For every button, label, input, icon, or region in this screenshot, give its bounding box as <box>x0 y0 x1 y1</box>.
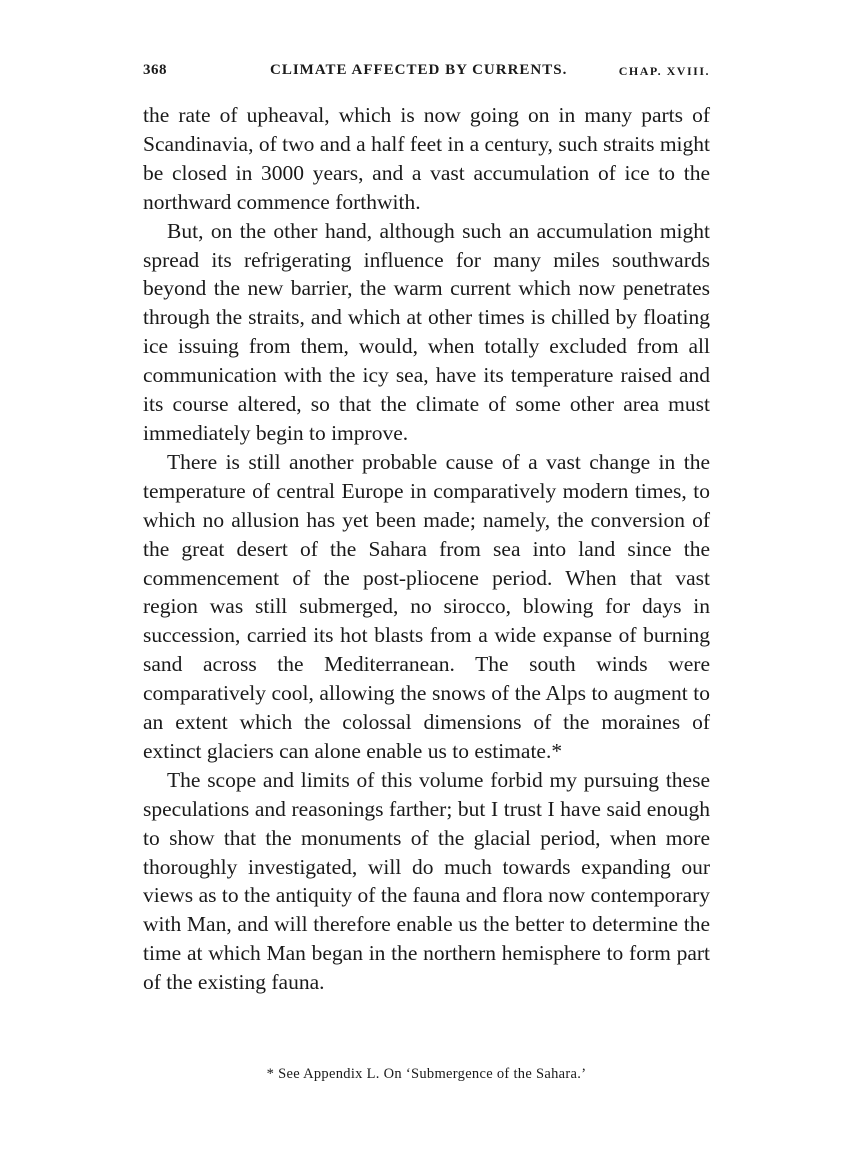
paragraph-continued: the rate of upheaval, which is now going on in many parts of Scandinavia, of two and a half feet in a century, such straits might be closed in 3000 years, and a vast accumulation of ice to the northward commence forthwith. <box>143 103 710 214</box>
running-title: CLIMATE AFFECTED BY CURRENTS. <box>270 62 568 78</box>
paragraph: But, on the other hand, although such an accumulation might spread its refrigerating influence for many miles southwards beyond the new barrier, the warm current which now penetrates through the straits, and which at other times is chilled by floating ice issuing from them, would, when totally excluded from all communication with the icy sea, have its temperature raised and its course altered, so that the climate of some other area must immediately begin to improve. <box>143 218 710 445</box>
footnote: * See Appendix L. On ‘Submergence of the Sahara.’ <box>266 1066 587 1082</box>
body-text <box>143 101 710 997</box>
running-header <box>143 62 710 82</box>
paragraph: The scope and limits of this volume forbid my pursuing these speculations and reasonings farther; but I trust I have said enough to show that the monuments of the glacial period, when more thoroughly investigated, will do much towards expanding our views as to the antiquity of the fauna and flora now contemporary with Man, and will therefore enable us the better to determine the time at which Man began in the northern hemisphere to form part of the existing fauna. <box>143 767 710 995</box>
paragraph: There is still another probable cause of a vast change in the temperature of central Europe in comparatively modern times, to which no allusion has yet been made; namely, the conversion of the great desert of the Sahara from sea into land since the commencement of the post-pliocene period. When that vast region was still submerged, no sirocco, blowing for days in succession, carried its hot blasts from a wide expanse of burning sand across the Mediterranean. The south winds were comparatively cool, allowing the snows of the Alps to augment to an extent which the colossal dimensions of the moraines of extinct glaciers can alone enable us to estimate.* <box>143 449 710 763</box>
chapter-label: CHAP. XVIII. <box>618 64 710 78</box>
page-number: 368 <box>143 62 167 78</box>
